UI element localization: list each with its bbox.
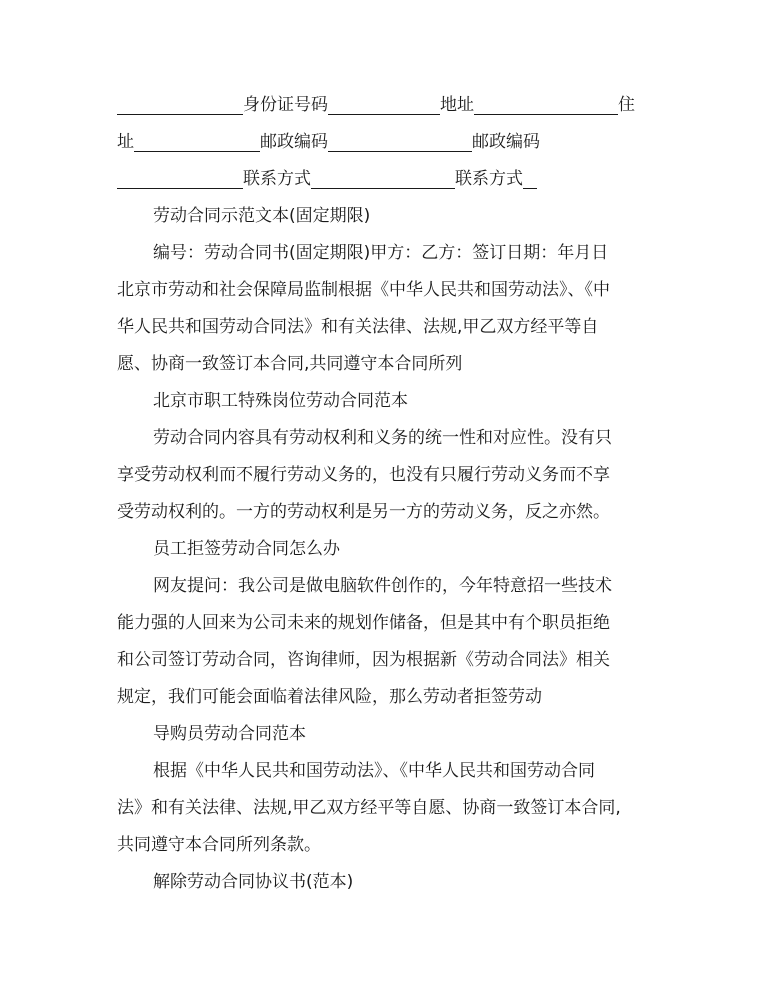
blank-field-name[interactable] [117, 92, 243, 115]
section-heading: 员工拒签劳动合同怎么办 [153, 539, 340, 559]
form-row-contact [117, 161, 657, 198]
section-heading: 解除劳动合同协议书(范本) [153, 872, 354, 892]
blank-field-id-number[interactable] [328, 92, 440, 115]
blank-field-residence[interactable] [134, 129, 260, 152]
section-heading: 劳动合同示范文本(固定期限) [153, 206, 371, 226]
paragraph-line: 享受劳动权利而不履行劳动义务的，也没有只履行劳动义务而不享 [117, 465, 610, 485]
blank-field-contact-2[interactable] [523, 166, 537, 189]
paragraph-line: 编号：劳动合同书(固定期限)甲方：乙方：签订日期：年月日 [153, 243, 609, 263]
paragraph-line: 北京市劳动和社会保障局监制根据《中华人民共和国劳动法》、《中 [117, 280, 610, 300]
paragraph-line: 法》和有关法律、法规,甲乙双方经平等自愿、协商一致签订本合同, [117, 798, 621, 818]
label-postal-code-2: 邮政编码 [472, 132, 540, 152]
paragraph-line: 根据《中华人民共和国劳动法》、《中华人民共和国劳动合同 [153, 761, 595, 781]
form-row-id-address [117, 87, 657, 124]
form-row-residence-postal [117, 124, 657, 161]
paragraph-line: 和公司签订劳动合同，咨询律师，因为根据新《劳动合同法》相关 [117, 650, 610, 670]
paragraph-line: 能力强的人回来为公司未来的规划作储备，但是其中有个职员拒绝 [117, 613, 610, 633]
paragraph-line: 劳动合同内容具有劳动权利和义务的统一性和对应性。没有只 [153, 428, 612, 448]
label-residence-end: 址 [117, 132, 134, 152]
label-residence-start: 住 [618, 95, 635, 115]
blank-field-postal-code-2[interactable] [117, 166, 243, 189]
paragraph-line: 共同遵守本合同所列条款。 [117, 835, 321, 855]
paragraph-line: 受劳动权利的。一方的劳动权利是另一方的劳动义务，反之亦然。 [117, 502, 610, 522]
blank-field-contact-1[interactable] [311, 166, 455, 189]
label-id-number: 身份证号码 [243, 95, 328, 115]
paragraph-line: 网友提问：我公司是做电脑软件创作的，今年特意招一些技术 [153, 576, 612, 596]
label-contact-1: 联系方式 [243, 169, 311, 189]
blank-field-postal-code-1[interactable] [328, 129, 472, 152]
label-address: 地址 [440, 95, 474, 115]
blank-field-address[interactable] [474, 92, 618, 115]
document-page [117, 87, 657, 901]
label-postal-code-1: 邮政编码 [260, 132, 328, 152]
paragraph-line: 愿、协商一致签订本合同,共同遵守本合同所列 [117, 354, 463, 374]
section-heading: 北京市职工特殊岗位劳动合同范本 [153, 391, 408, 411]
paragraph-line: 华人民共和国劳动合同法》和有关法律、法规,甲乙双方经平等自 [117, 317, 599, 337]
paragraph-line: 规定，我们可能会面临着法律风险，那么劳动者拒签劳动 [117, 687, 542, 707]
section-heading: 导购员劳动合同范本 [153, 724, 306, 744]
label-contact-2: 联系方式 [455, 169, 523, 189]
